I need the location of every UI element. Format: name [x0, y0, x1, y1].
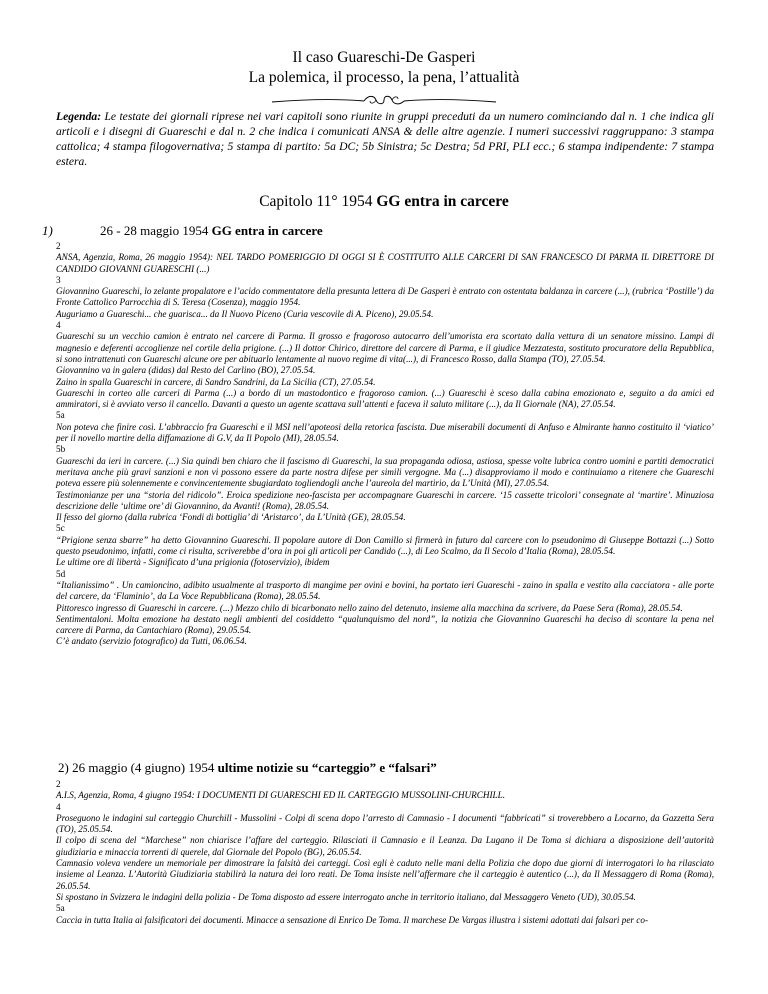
press-line: 4 — [56, 320, 61, 331]
press-line: Il colpo di scena del “Marchese” non chiarisce l’affare del carteggio. Rilasciati il Camnasio e il Leanza. Da Lugano il De Toma si dichiara a disposizione dell’autorità giudiziaria e minaccia torrenti di querele, dal Giornale del Popolo (BG), 26.05.54. — [56, 835, 714, 857]
press-line: Giovannino Guareschi, lo zelante propalatore e l’acido commentatore della presunta lettera di De Gasperi è entrato con ostentata baldanza in carcere (...), (rubrica ‘Postille’) da Fronte Cattolico Parrocchia di S. Teresa (Cosenza), maggio 1954. — [56, 286, 714, 308]
press-line: Guareschi in corteo alle carceri di Parma (...) a bordo di un mastodontico e fragoroso camion. (...) Guareschi è sceso dalla cabina emozionato e, seguito a da amici ed ammiratori, si è avviato verso il cancello. Davanti a questo un agente scattava sull’attenti e faceva il saluto militare (...), da Il Giornale (NA), 27.05.54. — [56, 387, 714, 410]
press-line: 5a — [56, 903, 65, 914]
press-line: Proseguono le indagini sul carteggio Churchill - Mussolini - Colpi di scena dopo l’arresto di Camnasio - I documenti “fabbricati” si troverebbero a Locarno, da Gazzetta Sera (TO), 25.05.54. — [56, 812, 714, 835]
press-line: 2 — [56, 779, 61, 789]
press-line: “Italianissimo” . Un camioncino, adibito usualmente al trasporto di mangime per ovini e bovini, ha portato ieri Guareschi - zaino in spalla e vestito alla cacciatora - alle porte del carcere, da ‘Flaminio’, da La Voce Repubblicana (Roma), 28.05.54. — [56, 579, 714, 602]
press-line: Le ultime ore di libertà - Significato d’una prigionia (fotoservizio), ibidem — [56, 557, 330, 568]
press-line: Auguriamo a Guareschi... che guarisca... da Il Nuovo Piceno (Curia vescovile di A. Piceno), 29.05.54. — [56, 308, 434, 319]
press-line: Sentimentaloni. Molta emozione ha destato negli ambienti del cosiddetto “qualunquismo del nord”, la notizia che Giovannino Guareschi ha deciso di scontare la pena nel carcere di Parma, da Cantachiaro (Roma), 29.05.54. — [56, 613, 714, 636]
chapter-prefix: Capitolo 11° 1954 — [259, 193, 377, 210]
legend-paragraph — [56, 109, 714, 169]
press-line: 3 — [56, 274, 61, 285]
press-line: 5c — [56, 523, 65, 534]
press-line: 5b — [56, 444, 66, 455]
press-line: Il fesso del giorno (dalla rubrica ‘Fondi di bottiglia’ di ‘Aristarco’, da L’Unità (GE), 28.05.54. — [56, 512, 406, 523]
press-line: Caccia in tutta Italia ai falsificatori dei documenti. Minacce a sensazione di Enrico De Toma. Il marchese De Vargas illustra i sistemi adottati dai falsari per co- — [56, 914, 649, 925]
press-line: Giovannino va in galera (didas) dal Resto del Carlino (BO), 27.05.54. — [56, 365, 316, 376]
section-1-heading — [42, 223, 323, 239]
chapter-heading — [0, 193, 768, 211]
press-line: ANSA, Agenzia, Roma, 26 maggio 1954): NEL TARDO POMERIGGIO DI OGGI SI È COSTITUITO ALLE CARCERI DI SAN FRANCESCO DI PARMA IL DIRETTORE DI CANDIDO GIOVANNI GUARESCHI (...) — [56, 252, 714, 274]
section-1-date: 26 - 28 maggio 1954 — [100, 223, 212, 238]
chapter-title-bold: GG entra in carcere — [376, 193, 509, 210]
flourish-divider-icon — [270, 90, 498, 110]
press-line: Testimonianze per una “storia del ridicolo”. Eroica spedizione neo-fascista per accompagnare Guareschi in carcere. ‘15 cassette tricolori’ consegnate al ‘martire’. Minuziosa descrizione delle ‘ultime ore’ di Giovannino, da Avanti! (Roma), 28.05.54. — [56, 489, 714, 511]
press-line: 2 — [56, 241, 61, 251]
section-2-heading — [58, 760, 437, 776]
document-title: Il caso Guareschi-De Gasperi — [292, 49, 476, 66]
document-subtitle: La polemica, il processo, la pena, l’attualità — [248, 69, 520, 86]
press-line: Pittoresco ingresso di Guareschi in carcere. (...) Mezzo chilo di bicarbonato nello zaino del detenuto, insieme alla macchina da scrivere, da Paese Sera (Roma), 28.05.54. — [56, 602, 683, 613]
press-line: Si spostano in Svizzera le indagini della polizia - De Toma disposto ad essere interrogato anche in territorio italiano, dal Messaggero Veneto (UD), 30.05.54. — [56, 891, 636, 902]
press-line: 4 — [56, 801, 61, 812]
press-line: C’è andato (servizio fotografico) da Tutti, 06.06.54. — [56, 636, 247, 647]
press-line: “Prigione senza sbarre” ha detto Giovannino Guareschi. Il popolare autore di Don Camillo si firmerà in futuro dal carcere con lo pseudonimo di Giuseppe Bottazzi (...) Sotto questo pseudonimo, infatti, come ci risulta, scriverebbe d’ora in poi gli articoli per Candido (...), di Leo Scalmo, da Il Secolo d’Italia (Roma), 28.05.54. — [56, 534, 714, 557]
section-1-number: 1) — [42, 223, 53, 238]
press-line: Non poteva che finire così. L’abbraccio fra Guareschi e il MSI nell’apoteosi della retorica fascista. Due miserabili documenti di Anfuso e Almirante hanno costituito il ‘viatico’ per il novello martire della diffamazione di G.V, da Il Popolo (MI), 28.05.54. — [56, 421, 714, 444]
legend-label: Legenda: — [56, 110, 102, 123]
section-2-date: 2) 26 maggio (4 giugno) 1954 — [58, 760, 218, 775]
press-line: Guareschi da ieri in carcere. (...) Sia quindi ben chiaro che il fascismo di Guareschi, la sua propaganda odiosa, astiosa, spesse volte lubrica contro uomini e partiti democratici meritava anche più gravi sanzioni e non vi possono essere da parte nostra difese per simili vergogne. Ma (...) disapproviamo il modo e continuiamo a ritenere che Guareschi poteva essere più solennemente e convincentemente sbugiardato togliendogli anche l’aureola del martirio, da L’Unità (MI), 27.05.54. — [56, 455, 714, 489]
legend-text: Le testate dei giornali riprese nei vari capitoli sono riunite in gruppi preceduti da un numero cominciando dal n. 1 che indica gli articoli e i disegni di Guareschi e dal n. 2 che indica i comunicati ANSA & delle altre agenzie. I numeri successivi raggruppano: 3 stampa cattolica; 4 stampa filogovernativa; 5 stampa di partito: 5a DC; 5b Sinistra; 5c Destra; 5d PRI, PLI ecc.; 6 stampa indipendente: 7 stampa estera. — [56, 110, 714, 168]
section-2-title: ultime notizie su “carteggio” e “falsari” — [217, 760, 437, 775]
press-line: Camnasio voleva vendere un memoriale per dimostrare la falsità dei carteggi. Così egli è caduto nelle mani della Polizia che dopo due giorni di interrogatori lo ha rilasciato insieme al Leanza. L’Autorità Giudiziaria stabilirà la natura dei loro reati. De Toma insiste nell’affermare che il carteggio è autentico (...), da Il Messaggero di Roma (Roma), 26.05.54. — [56, 858, 714, 891]
press-line: 5a — [56, 410, 65, 421]
press-line: 5d — [56, 568, 66, 579]
section-1-title: GG entra in carcere — [211, 223, 323, 238]
press-line: A.I.S, Agenzia, Roma, 4 giugno 1954: I DOCUMENTI DI GUARESCHI ED IL CARTEGGIO MUSSOLINI-CHURCHILL. — [56, 790, 506, 801]
press-line: Zaino in spalla Guareschi in carcere, di Sandro Sandrini, da La Sicilia (CT), 27.05.54. — [56, 376, 376, 387]
section-1-body — [56, 241, 714, 648]
press-line: Guareschi su un vecchio camion è entrato nel carcere di Parma. Il grosso e fragoroso autocarro dell’umorista era scortato dalla vettura di un senatore missino. Lampi di magnesio e deferenti accoglienze nel cortile della prigione. (...) Il dottor Chirico, direttore del carcere di Parma, e il giudice Mezzatesta, sostituto procuratore della Repubblica, si sono intrattenuti con Guareschi alcune ore per abituarlo lentamente al nuovo regime di vita(...), di Francesco Rosso, dalla Stampa (TO), 27.05.54. — [56, 331, 714, 364]
section-2-body — [56, 779, 714, 926]
